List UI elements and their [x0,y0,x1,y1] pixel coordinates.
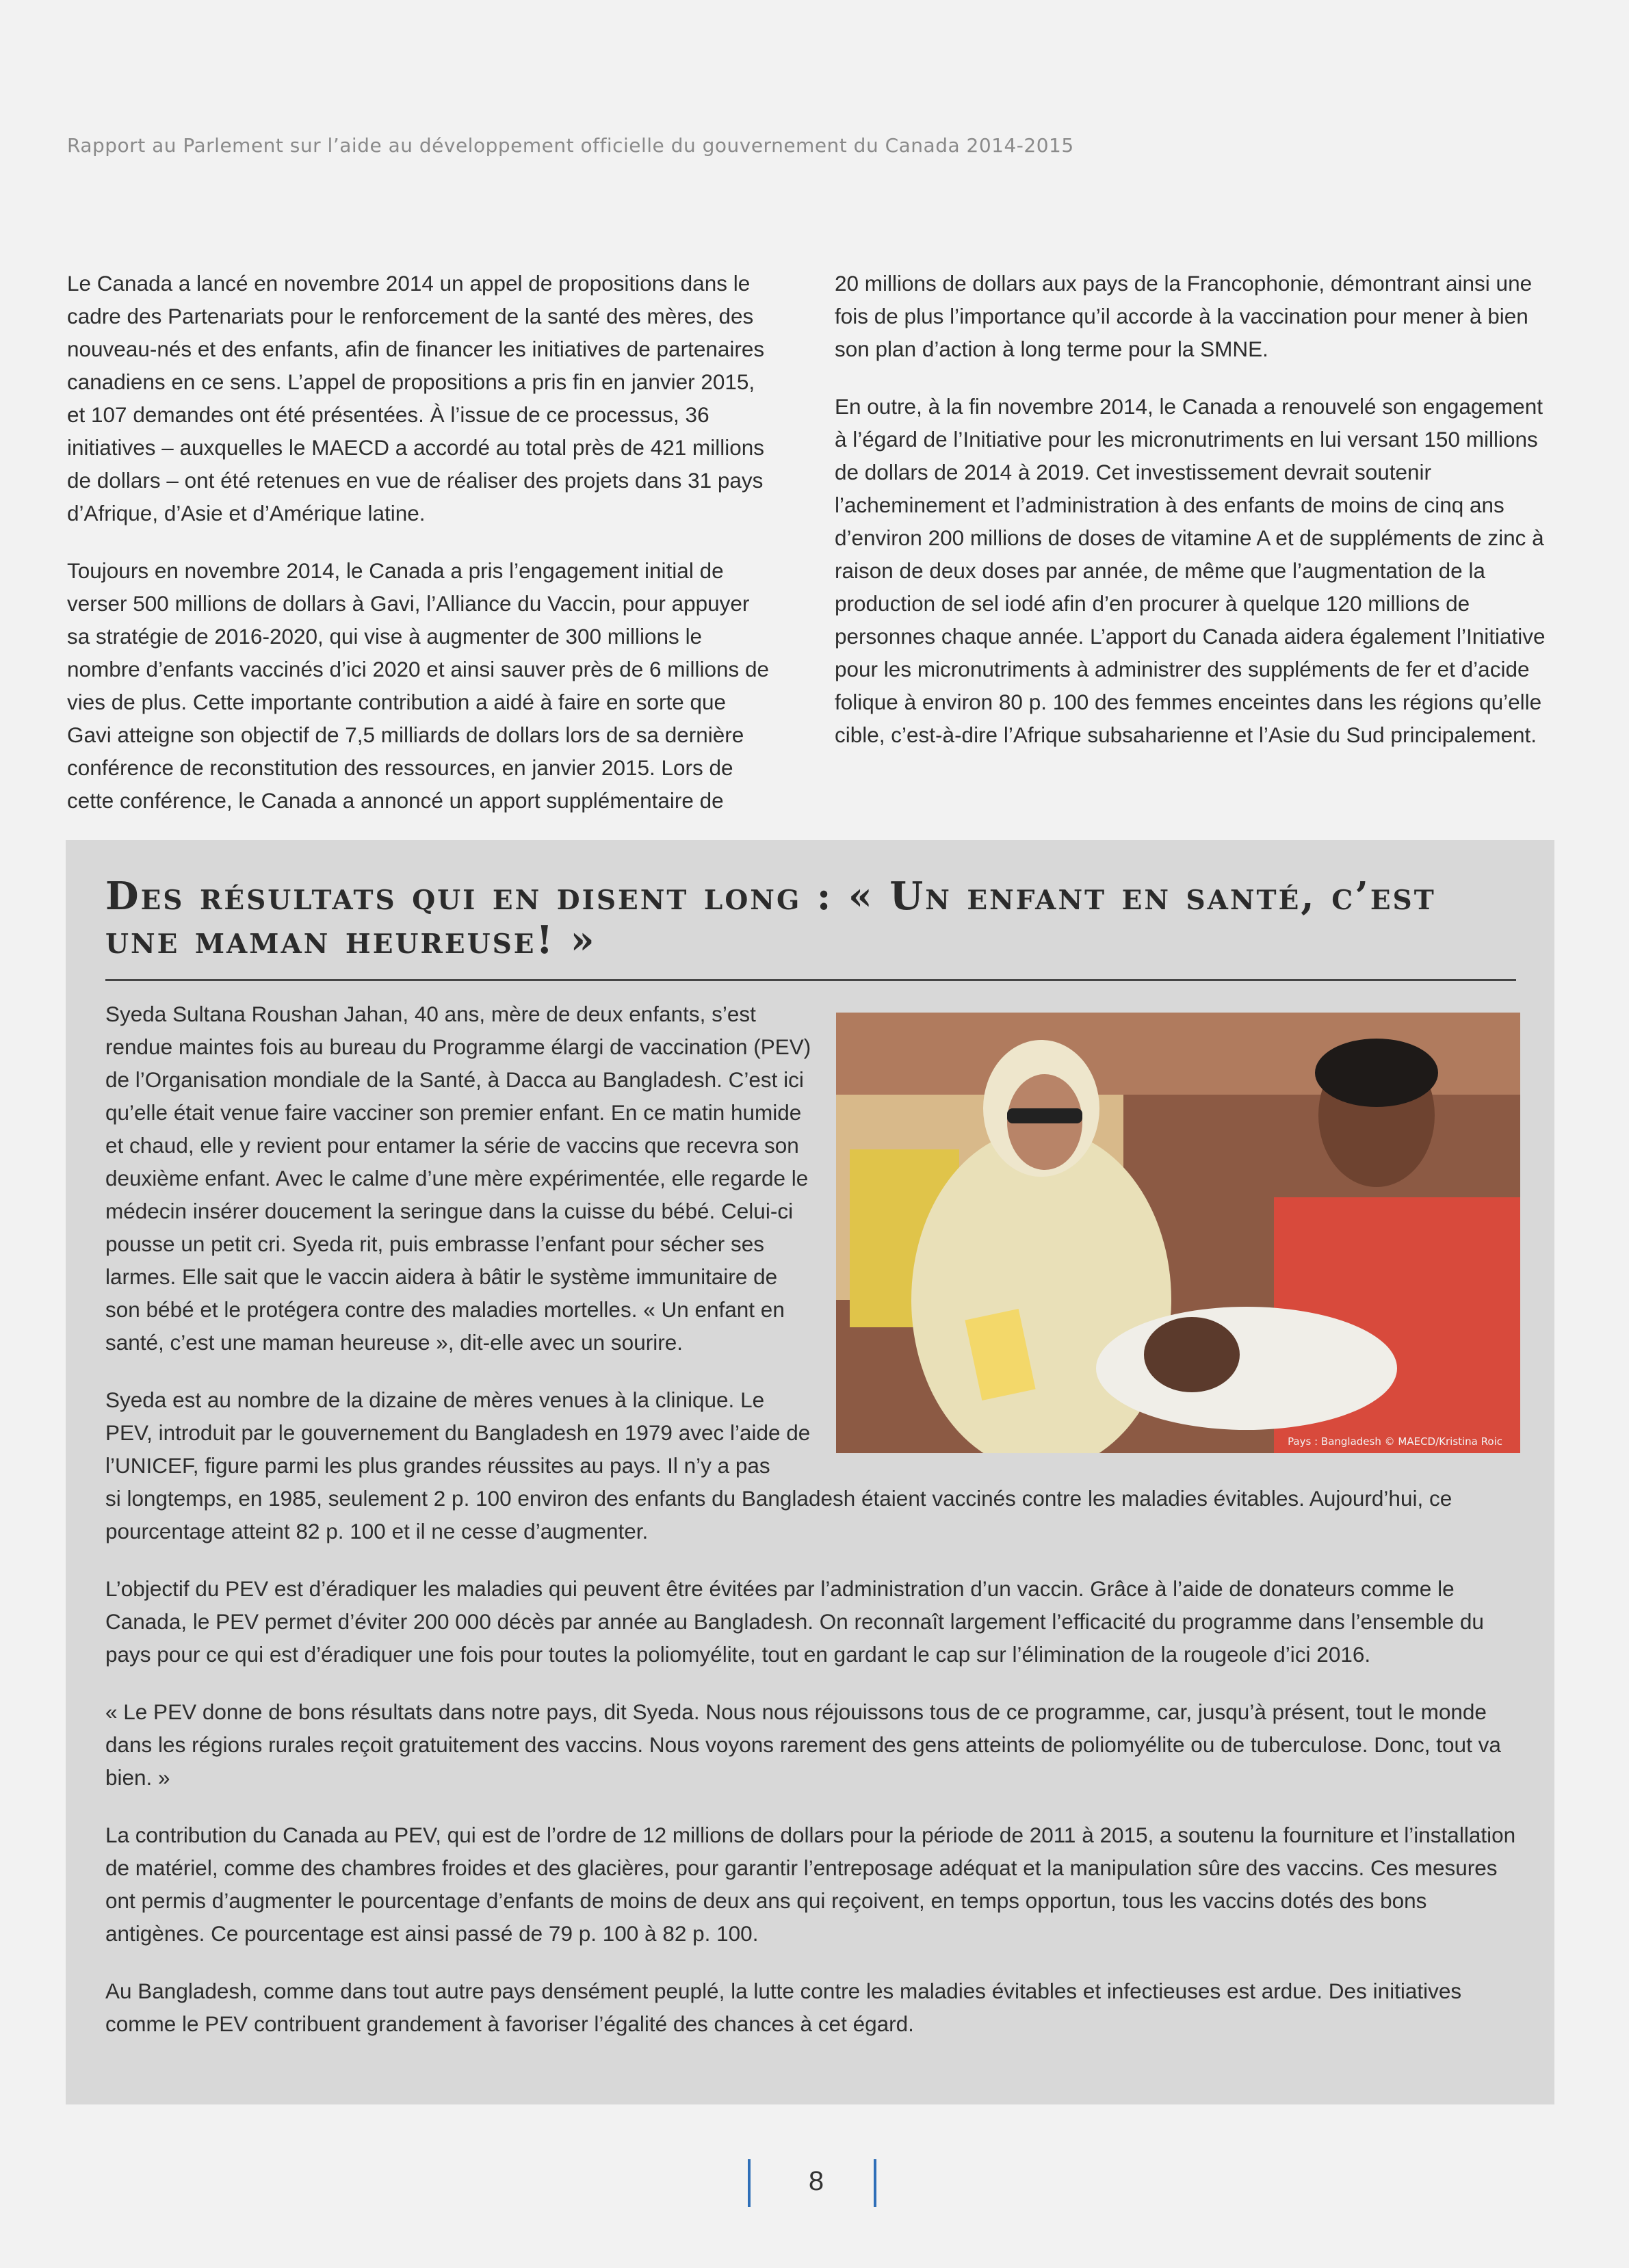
page-footer [0,2155,1629,2210]
box-paragraph-4: « Le PEV donne de bons résultats dans notre pays, dit Syeda. Nous nous réjouissons tous de ce programme, car, jusqu’à présent, tout le monde dans les régions rurales reçoit gratuitement des vaccins. Nous voyons rarement des gens atteints de poliomyélite ou de tuberculose. Donc, tout va bien. » [105,1699,1501,1790]
folio-bar-left [748,2159,751,2207]
right-paragraph-2: En outre, à la fin novembre 2014, le Canada a renouvelé son engagement à l’égard de l’Initiative pour les micronutriments en lui versant 150 millions de dollars de 2014 à 2019. Cet investissement devrait soutenir l’acheminement et l’administration à des enfants de moins de cinq ans d’environ 200 millions de doses de vitamine A et de suppléments de zinc à raison de deux doses par année, de même que l’augmentation de la production de sel iodé afin d’en procurer à quelque 120 millions de personnes chaque année. L’apport du Canada aidera également l’Initiative pour les micronutriments à administrer des suppléments de fer et d’acide folique à environ 80 p. 100 des femmes enceintes dans les régions qu’elle cible, c’est-à-dire l’Afrique subsaharienne et l’Asie du Sud principalement. [835,394,1546,747]
box-paragraph-3: L’objectif du PEV est d’éradiquer les maladies qui peuvent être évitées par l’administration d’un vaccin. Grâce à l’aide de donateurs comme le Canada, le PEV permet d’éviter 200 000 décès par année au Bangladesh. On reconnaît largement l’efficacité du programme dans l’ensemble du pays pour ce qui est d’éradiquer une fois pour toutes la poliomyélite, tout en gardant le cap sur l’élimination de la rougeole d’ici 2016. [105,1576,1484,1667]
folio-bar-right [874,2159,876,2207]
left-paragraph-1: Le Canada a lancé en novembre 2014 un appel de propositions dans le cadre des Partenariats pour le renforcement de la santé des mères, des nouveau-nés et des enfants, afin de financer les initiatives de partenaires canadiens en ce sens. L’appel de propositions a pris fin en janvier 2015, et 107 demandes ont été présentées. À l’issue de ce processus, 36 initiatives – auxquelles le MAECD a accordé au total près de 421 millions de dollars – ont été retenues en vue de réaliser des projets dans 31 pays d’Afrique, d’Asie et d’Amérique latine. [67,271,765,525]
box-paragraph-5: La contribution du Canada au PEV, qui est de l’ordre de 12 millions de dollars pour la période de 2011 à 2015, a soutenu la fourniture et l’installation de matériel, comme des chambres froides et des glacières, pour garantir l’entreposage adéquat et la manipulation sûre des vaccins. Ces mesures ont permis d’augmenter le pourcentage d’enfants de moins de deux ans qui reçoivent, en temps opportun, tous les vaccins dotés des bons antigènes. Ce pourcentage est ainsi passé de 79 p. 100 à 82 p. 100. [105,1823,1516,1946]
box-paragraph-2-wrapped: Syeda est au nombre de la dizaine de mères venues à la clinique. Le PEV, introduit par le gouvernement du Bangladesh en 1979 avec l’aide de l’UNICEF, figure parmi les plus grandes réussites au pays. Il n’y a pas [105,1387,811,1478]
box-paragraph-6: Au Bangladesh, comme dans tout autre pays densément peuplé, la lutte contre les maladies évitables et infectieuses est ardue. Des initiatives comme le PEV contribuent grandement à favoriser l’égalité des chances à cet égard. [105,1979,1462,2036]
box-body [105,998,1516,2065]
box-paragraph-2-full: si longtemps, en 1985, seulement 2 p. 100 environ des enfants du Bangladesh étaient vaccinés contre les maladies évitables. Aujourd’hui, ce pourcentage atteint 82 p. 100 et il ne cesse d’augmenter. [105,1486,1452,1543]
box-title: Des résultats qui en disent long : « Un enfant en santé, c’est une maman heureuse! » [105,874,1436,963]
box-paragraph-2 [105,1383,1516,1548]
right-column [835,267,1560,776]
box-paragraph-1: Syeda Sultana Roushan Jahan, 40 ans, mère de deux enfants, s’est rendue maintes fois au bureau du Programme élargi de vaccination (PEV) de l’Organisation mondiale de la Santé, à Dacca au Bangladesh. C’est ici qu’elle était venue faire vacciner son premier enfant. En ce matin humide et chaud, elle y revient pour entamer la série de vaccins que recevra son deuxième enfant. Avec le calme d’une mère expérimentée, elle regarde le médecin insérer doucement la seringue dans la cuisse du bébé. Celui-ci pousse un petit cri. Syeda rit, puis embrasse l’enfant pour sécher ses larmes. Elle sait que le vaccin aidera à bâtir le système immunitaire de son bébé et le protégera contre des maladies mortelles. « Un enfant en santé, c’est une maman heureuse », dit-elle avec un sourire. [105,1002,811,1355]
left-paragraph-2: Toujours en novembre 2014, le Canada a pris l’engagement initial de verser 500 millions de dollars à Gavi, l’Alliance du Vaccin, pour appuyer sa stratégie de 2016-2020, qui vise à augmenter de 300 millions le nombre d’enfants vaccinés d’ici 2020 et ainsi sauver près de 6 millions de vies de plus. Cette importante contribution a aidé à faire en sorte que Gavi atteigne son objectif de 7,5 milliards de dollars lors de sa dernière conférence de reconstitution des ressources, en janvier 2015. Lors de cette conférence, le Canada a annoncé un apport supplémentaire de [67,558,770,813]
title-divider [105,979,1516,981]
photo-credit: Pays : Bangladesh © MAECD/Kristina Roic [1288,1435,1502,1448]
left-column [67,267,772,842]
results-sidebar-box [66,840,1554,2104]
page-number: 8 [808,2166,824,2196]
right-paragraph-1: 20 millions de dollars aux pays de la Francophonie, démontrant ainsi une fois de plus l’importance qu’il accorde à la vaccination pour mener à bien son plan d’action à long terme pour la SMNE. [835,271,1533,361]
running-head: Rapport au Parlement sur l’aide au développement officielle du gouvernement du Canada 2014-2015 [67,134,1074,157]
